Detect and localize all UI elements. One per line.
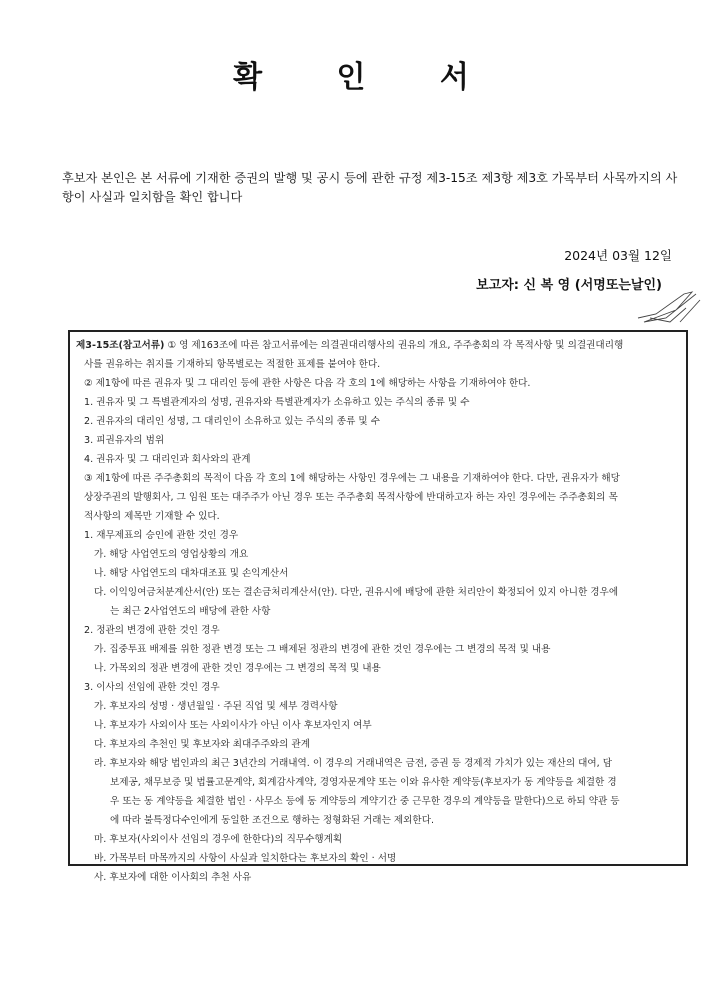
regulation-line bbox=[76, 507, 680, 526]
regulation-line bbox=[76, 621, 680, 640]
regulation-line bbox=[76, 583, 680, 602]
regulation-line-text: 사를 권유하는 취지를 기재하되 항목별로는 적절한 표제를 붙여야 한다. bbox=[84, 359, 381, 370]
regulation-line bbox=[76, 393, 680, 412]
regulation-line bbox=[76, 792, 680, 811]
regulation-line-text: 적사항의 제목만 기재할 수 있다. bbox=[84, 511, 220, 522]
regulation-line bbox=[76, 526, 680, 545]
regulation-line-text: 다. 이익잉여금처분계산서(안) 또는 결손금처리계산서(안). 다만, 권유시에 배당에 관한 처리안이 확정되어 있지 아니한 경우에 bbox=[94, 587, 619, 598]
regulation-line-text: 나. 후보자가 사외이사 또는 사외이사가 아닌 이사 후보자인지 여부 bbox=[94, 720, 372, 731]
regulation-line-text: ③ 제1항에 따른 주주총회의 목적이 다음 각 호의 1에 해당하는 사항인 경우에는 그 내용을 기재하여야 한다. 다만, 권유자가 해당 bbox=[84, 473, 620, 484]
regulation-line-text: 2. 권유자의 대리인 성명, 그 대리인이 소유하고 있는 주식의 종류 및 수 bbox=[84, 416, 380, 427]
regulation-line bbox=[76, 336, 680, 355]
regulation-line bbox=[76, 773, 680, 792]
regulation-line bbox=[76, 754, 680, 773]
regulation-line bbox=[76, 602, 680, 621]
regulation-line bbox=[76, 450, 680, 469]
regulation-line bbox=[76, 716, 680, 735]
regulation-heading: 제3-15조(참고서류) bbox=[76, 340, 165, 351]
regulation-line-text: 가. 해당 사업연도의 영업상황의 개요 bbox=[94, 549, 249, 560]
regulation-line bbox=[76, 640, 680, 659]
regulation-line bbox=[76, 469, 680, 488]
regulation-line-text: 마. 후보자(사외이사 선임의 경우에 한한다)의 직무수행계획 bbox=[94, 834, 343, 845]
regulation-line-text: 3. 피권유자의 범위 bbox=[84, 435, 165, 446]
regulation-line bbox=[76, 374, 680, 393]
regulation-line-text: 바. 가목부터 마목까지의 사항이 사실과 일치한다는 후보자의 확인 · 서명 bbox=[94, 853, 397, 864]
regulation-line-text: 가. 집중투표 배제를 위한 정관 변경 또는 그 배제된 정관의 변경에 관한 것인 경우에는 그 변경의 목적 및 내용 bbox=[94, 644, 551, 655]
document-date: 2024년 03월 12일 bbox=[564, 248, 672, 263]
regulation-line bbox=[76, 735, 680, 754]
regulation-line-text: 1. 권유자 및 그 특별관계자의 성명, 권유자와 특별관계자가 소유하고 있는 주식의 종류 및 수 bbox=[84, 397, 470, 408]
regulation-line-text: 는 최근 2사업연도의 배당에 관한 사항 bbox=[110, 606, 271, 617]
regulation-line-text: 에 따라 불특정다수인에게 동일한 조건으로 행하는 정형화된 거래는 제외한다. bbox=[110, 815, 435, 826]
regulation-line-text: 나. 가목외의 정관 변경에 관한 것인 경우에는 그 변경의 목적 및 내용 bbox=[94, 663, 381, 674]
regulation-line-text: 2. 정관의 변경에 관한 것인 경우 bbox=[84, 625, 220, 636]
signature-mark bbox=[636, 288, 702, 328]
regulation-line-text: 가. 후보자의 성명 · 생년월일 · 주된 직업 및 세부 경력사항 bbox=[94, 701, 338, 712]
regulation-line-text: 상장주권의 발행회사, 그 임원 또는 대주주가 아닌 경우 또는 주주총회 목적사항에 반대하고자 하는 자인 경우에는 주주총회의 목 bbox=[84, 492, 618, 503]
regulation-line-text: 나. 해당 사업연도의 대차대조표 및 손익계산서 bbox=[94, 568, 289, 579]
regulation-line bbox=[76, 659, 680, 678]
document-title: 확 인 서 bbox=[233, 60, 501, 95]
regulation-line-text: 다. 후보자의 추천인 및 후보자와 최대주주와의 관계 bbox=[94, 739, 310, 750]
regulation-line bbox=[76, 830, 680, 849]
regulation-line bbox=[76, 355, 680, 374]
regulation-line bbox=[76, 811, 680, 830]
regulation-line bbox=[76, 412, 680, 431]
confirmation-statement: 후보자 본인은 본 서류에 기재한 증권의 발행 및 공시 등에 관한 규정 제3-15조 제3항 제3호 가목부터 사목까지의 사항이 사실과 일치함을 확인 합니다 bbox=[62, 171, 678, 204]
regulation-line-text: 보제공, 채무보증 및 법률고문계약, 회계감사계약, 경영자문계약 또는 이와 유사한 계약등(후보자가 동 계약등을 체결한 경 bbox=[110, 777, 617, 788]
regulation-line-text: 4. 권유자 및 그 대리인과 회사와의 관계 bbox=[84, 454, 251, 465]
regulation-line-text: ② 제1항에 따른 권유자 및 그 대리인 등에 관한 사항은 다음 각 호의 1에 해당하는 사항을 기재하여야 한다. bbox=[84, 378, 531, 389]
regulation-line bbox=[76, 488, 680, 507]
regulation-line bbox=[76, 697, 680, 716]
regulation-line-text: 우 또는 동 계약등을 체결한 법인 · 사무소 등에 동 계약등의 계약기간 중 근무한 경우의 계약등을 말한다)으로 하되 약관 등 bbox=[110, 796, 620, 807]
regulation-line-text: 3. 이사의 선임에 관한 것인 경우 bbox=[84, 682, 220, 693]
regulation-line bbox=[76, 431, 680, 450]
regulation-line bbox=[76, 545, 680, 564]
regulation-line bbox=[76, 564, 680, 583]
regulation-line bbox=[76, 849, 680, 868]
regulation-line-text: 라. 후보자와 해당 법인과의 최근 3년간의 거래내역. 이 경우의 거래내역은 금전, 증권 등 경제적 가치가 있는 재산의 대여, 담 bbox=[94, 758, 613, 769]
regulation-line bbox=[76, 868, 680, 887]
reporter-line: 보고자: 신 복 영 (서명또는날인) bbox=[476, 278, 662, 293]
regulation-line-text: ① 영 제163조에 따른 참고서류에는 의결권대리행사의 권유의 개요, 주주총회의 각 목적사항 및 의결권대리행 bbox=[164, 340, 624, 351]
regulation-line-text: 사. 후보자에 대한 이사회의 추천 사유 bbox=[94, 872, 252, 883]
regulation-excerpt-box bbox=[68, 330, 688, 883]
regulation-line-text: 1. 재무제표의 승인에 관한 것인 경우 bbox=[84, 530, 239, 541]
regulation-line bbox=[76, 678, 680, 697]
